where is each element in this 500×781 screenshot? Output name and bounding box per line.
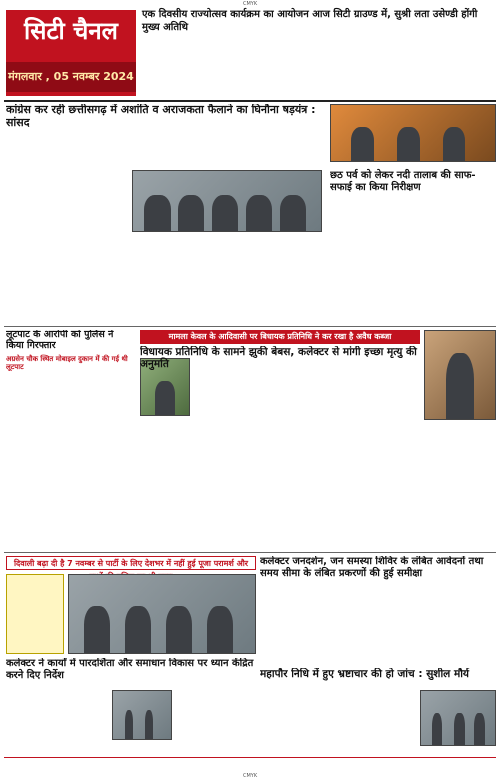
story-collector-camp — [260, 556, 496, 666]
story-headline: कलेक्टर जनदर्शन, जन समस्या शिविर के लंबित आवेदनों तथा समय सीमा के लंबित प्रकरणों की हुई समीक्षा — [260, 556, 484, 579]
photo-chhath-inspection — [330, 104, 496, 162]
notice-box — [6, 574, 64, 654]
story-body — [330, 198, 496, 308]
story-headline: महापौर निधि में हुए भ्रष्टाचार की हो जांच : सुशील मौर्य — [260, 668, 470, 680]
story-headline: छठ पर्व को लेकर नदी तालाब की साफ-सफाई का किया निरीक्षण — [330, 170, 476, 193]
footer-imprint — [4, 757, 496, 771]
story-body — [260, 583, 496, 653]
story-chhath — [330, 104, 496, 324]
mla-banner: मामला केवल के आदिवासी पर बिधायक प्रतिनिधि ने कर रखा है अवैध कब्जा — [140, 330, 420, 344]
masthead — [6, 10, 136, 96]
story-body — [140, 374, 420, 538]
divider — [4, 100, 496, 102]
photo-congress-press — [132, 170, 322, 232]
story-right-column — [424, 424, 496, 550]
story-loot — [6, 330, 134, 550]
newspaper-title: सिटी चैनल — [24, 17, 118, 45]
cmyk-marker-bottom: CMYK — [243, 773, 258, 779]
photo-mla-woman — [424, 330, 496, 420]
story-subhead: अग्रसेन चौक स्थित मोबाइल दुकान में की गई थी लूटपाट — [6, 354, 128, 371]
photo-transparency — [112, 690, 172, 740]
cmyk-marker-top: CMYK — [243, 1, 258, 7]
divider — [4, 552, 496, 553]
story-mla — [140, 346, 420, 550]
story-headline: विधायक प्रतिनिधि के सामने झुकी बेबस, कलेक्टर से मांगी इच्छा मृत्यु की अनुमति — [140, 346, 417, 371]
divider — [4, 326, 496, 327]
story-headline: लूटपाट के आरोपी को पुलिस ने किया गिरफ्तार — [6, 330, 114, 351]
story-headline: कलेक्टर ने कार्यों में पारदर्शिता और समाधान विकास पर ध्यान केंद्रित करने दिए निर्देश — [6, 658, 254, 681]
photo-collector-meeting — [68, 574, 256, 654]
photo-mahapur — [420, 690, 496, 746]
lead-headline: एक दिवसीय राज्योत्सव कार्यक्रम का आयोजन आज सिटी ग्राउण्ड में, सुश्री लता उसेण्डी होंगी मुख्य अतिथि — [142, 9, 478, 33]
diwali-banner: दिवाली बढ़ा दी है 7 नवम्बर से पार्टी के लिए देशभर में नहीं हुई पूजा परामर्श और — [6, 556, 256, 570]
story-body — [424, 424, 496, 550]
story-headline: कांग्रेस कर रही छत्तीसगढ़ में अशांति व अराजकता फैलाने का घिनौना षड़यंत्र : सांसद — [6, 104, 316, 129]
issue-date: मंगलवार , 05 नवम्बर 2024 — [6, 62, 136, 92]
lead-story — [142, 8, 494, 98]
story-body — [6, 375, 134, 545]
